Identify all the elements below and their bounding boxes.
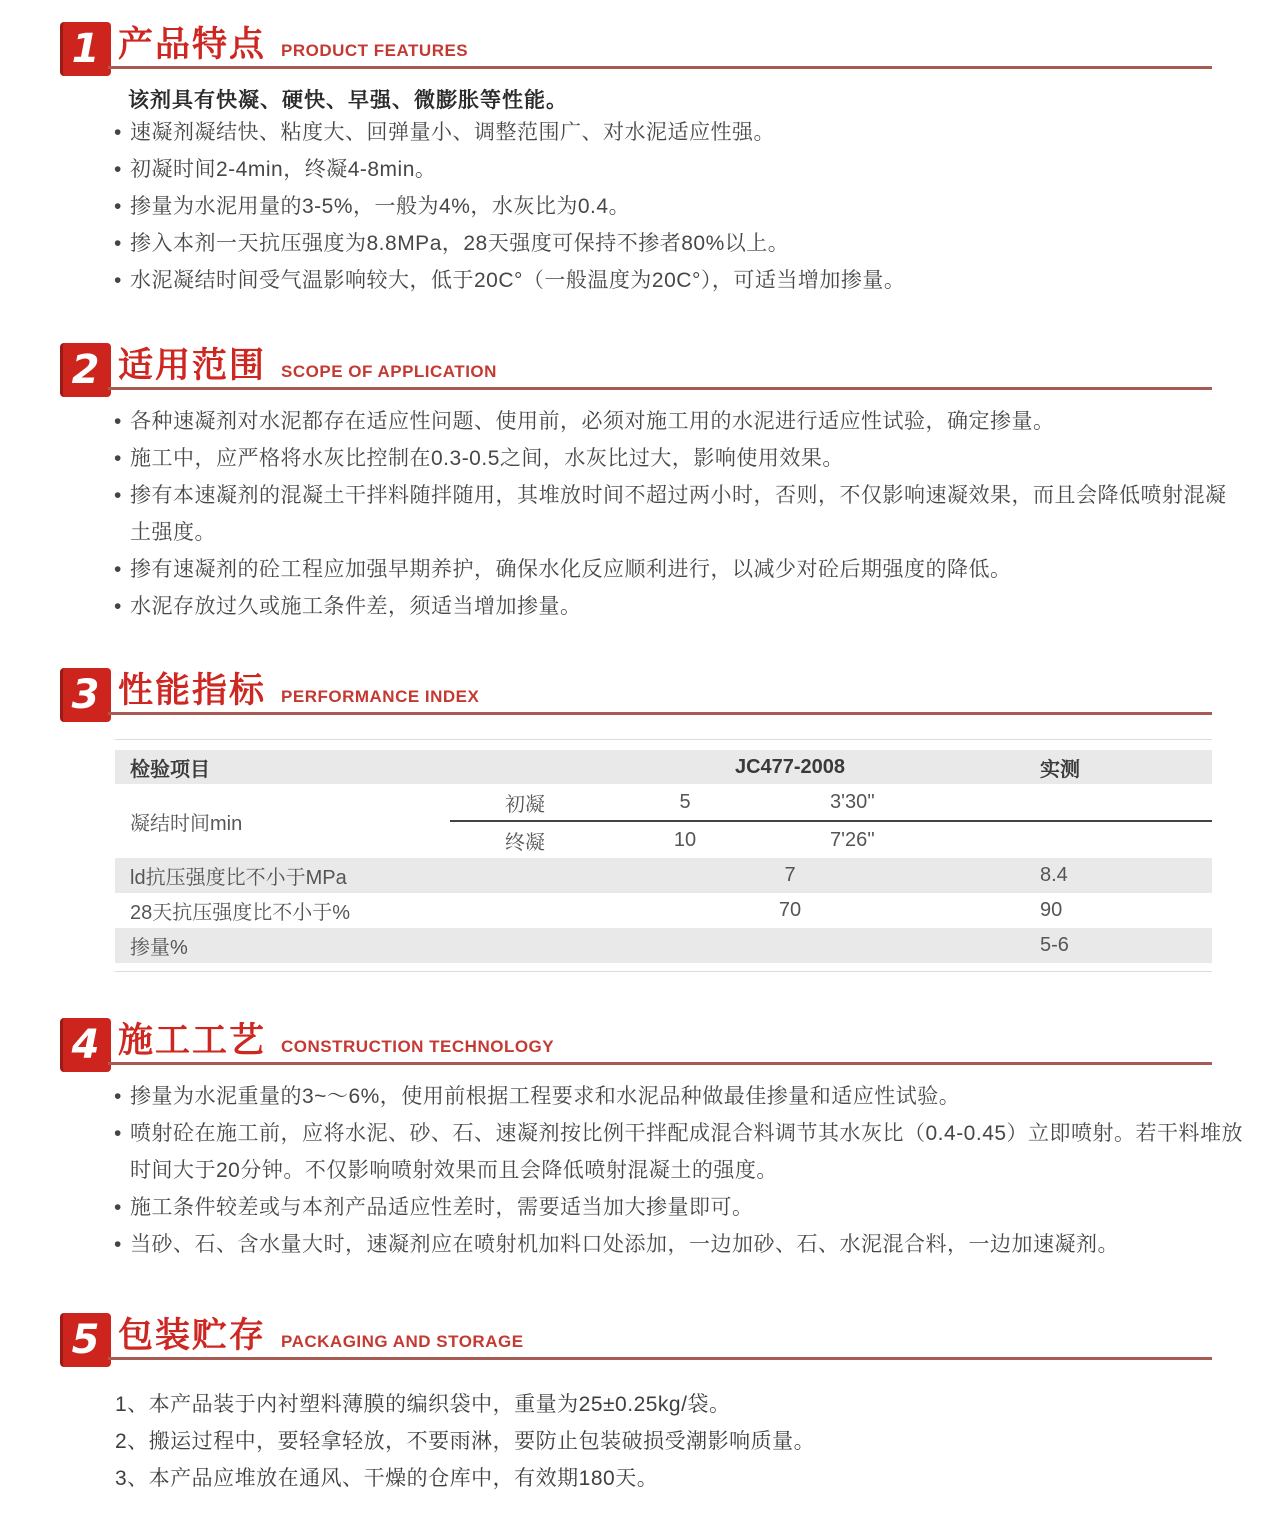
section-title-zh: 产品特点 bbox=[118, 25, 267, 64]
list-item: • 掺量为水泥用量的3-5%，一般为4%，水灰比为0.4。 bbox=[112, 188, 1247, 225]
table-row-1d-strength bbox=[115, 858, 1212, 893]
section-number: 1 bbox=[71, 26, 100, 72]
table-row-setting-time bbox=[115, 784, 1212, 858]
list-item: • 当砂、石、含水量大时，速凝剂应在喷射机加料口处添加，一边加砂、石、水泥混合料，一边加速凝剂。 bbox=[112, 1226, 1247, 1263]
section-number-badge bbox=[60, 343, 111, 397]
section-title-zh: 性能指标 bbox=[118, 671, 267, 710]
section-title-zh: 包装贮存 bbox=[118, 1316, 267, 1355]
jc-value: 7 bbox=[784, 864, 796, 886]
row-label: 28天抗压强度比不小于% bbox=[130, 902, 351, 924]
row-label: 凝结时间min bbox=[130, 812, 243, 835]
list-item: • 喷射砼在施工前，应将水泥、砂、石、速凝剂按比例干拌配成混合料调节其水灰比（0.4-0.45）立即喷射。若干料堆放时间大于20分钟。不仅影响喷射效果而且会降低喷射混凝土的强度。 bbox=[112, 1115, 1247, 1189]
list-item: 1、本产品装于内衬塑料薄膜的编织袋中，重量为25±0.25kg/袋。 bbox=[115, 1393, 731, 1416]
jc-value: 70 bbox=[778, 899, 802, 921]
section-title-en: PRODUCT FEATURES bbox=[281, 41, 469, 60]
section-header bbox=[0, 343, 1280, 401]
section-number-badge bbox=[60, 1313, 111, 1367]
list-item: • 初凝时间2-4min，终凝4-8min。 bbox=[112, 151, 1247, 188]
list-item: • 掺有本速凝剂的混凝土干拌料随拌随用，其堆放时间不超过两小时，否则，不仅影响速凝效果，而且会降低喷射混凝土强度。 bbox=[112, 477, 1247, 551]
subrow-final-set bbox=[450, 822, 1212, 858]
section-title-en: SCOPE OF APPLICATION bbox=[281, 362, 497, 381]
section-title-en: PACKAGING AND STORAGE bbox=[281, 1332, 524, 1351]
features-list bbox=[112, 114, 1247, 299]
section-header bbox=[0, 22, 1280, 80]
table-header-row bbox=[115, 750, 1212, 784]
list-item: • 水泥存放过久或施工条件差，须适当增加掺量。 bbox=[112, 588, 1247, 625]
section-title-zh: 施工工艺 bbox=[118, 1021, 267, 1060]
section-number: 4 bbox=[71, 1022, 100, 1068]
subrow-initial-set bbox=[450, 784, 1212, 822]
section-title-en: CONSTRUCTION TECHNOLOGY bbox=[281, 1037, 555, 1056]
column-header-jc477: JC477-2008 bbox=[734, 755, 846, 778]
list-item: 3、本产品应堆放在通风、干燥的仓库中，有效期180天。 bbox=[115, 1467, 659, 1490]
section-titles bbox=[118, 1018, 554, 1066]
section-number: 5 bbox=[71, 1317, 100, 1363]
measured-value: 5-6 bbox=[1040, 934, 1069, 956]
section-title-zh: 适用范围 bbox=[118, 346, 267, 385]
list-item: • 施工条件较差或与本剂产品适应性差时，需要适当加大掺量即可。 bbox=[112, 1189, 1247, 1226]
list-item: • 掺量为水泥重量的3~～6%，使用前根据工程要求和水泥品种做最佳掺量和适应性试验。 bbox=[112, 1078, 1247, 1115]
subrow-label: 初凝 bbox=[505, 793, 545, 816]
list-item: • 速凝剂凝结快、粘度大、回弹量小、调整范围广、对水泥适应性强。 bbox=[112, 114, 1247, 151]
section-titles bbox=[118, 343, 497, 391]
section-construction-technology bbox=[0, 1018, 1280, 1263]
section-number-badge bbox=[60, 22, 111, 76]
packaging-list bbox=[115, 1386, 1235, 1497]
column-header-measured: 实测 bbox=[1040, 758, 1080, 781]
construction-list bbox=[112, 1078, 1247, 1263]
section-product-features bbox=[0, 22, 1280, 299]
setting-time-subrows bbox=[450, 784, 1212, 858]
section-titles bbox=[118, 668, 479, 716]
list-item: 2、搬运过程中，要轻拿轻放，不要雨淋，要防止包装破损受潮影响质量。 bbox=[115, 1430, 816, 1453]
list-item: • 各种速凝剂对水泥都存在适应性问题、使用前，必须对施工用的水泥进行适应性试验，确定掺量。 bbox=[112, 403, 1247, 440]
measured-value: 7'26'' bbox=[830, 828, 875, 851]
list-item: • 掺入本剂一天抗压强度为8.8MPa，28天强度可保持不掺者80%以上。 bbox=[112, 225, 1247, 262]
column-header-item: 检验项目 bbox=[130, 758, 210, 781]
section-performance-index bbox=[0, 668, 1280, 972]
list-item: • 水泥凝结时间受气温影响较大，低于20C°（一般温度为20C°），可适当增加掺量。 bbox=[112, 262, 1247, 299]
section-number-badge bbox=[60, 1018, 111, 1072]
subrow-label: 终凝 bbox=[505, 831, 545, 854]
jc-value: 10 bbox=[673, 828, 697, 851]
table-row-dosage bbox=[115, 928, 1212, 963]
section-header bbox=[0, 668, 1280, 726]
features-intro: 该剂具有快凝、硬快、早强、微膨胀等性能。 bbox=[128, 89, 568, 112]
row-label: ld抗压强度比不小于MPa bbox=[130, 867, 347, 889]
measured-value: 90 bbox=[1040, 899, 1063, 921]
row-label: 掺量% bbox=[130, 937, 188, 959]
section-number-badge bbox=[60, 668, 111, 722]
performance-table bbox=[115, 739, 1212, 972]
section-number: 2 bbox=[71, 347, 100, 393]
scope-list bbox=[112, 403, 1247, 625]
table-row-28d-strength bbox=[115, 893, 1212, 928]
section-title-en: PERFORMANCE INDEX bbox=[281, 687, 480, 706]
section-packaging-storage bbox=[0, 1313, 1280, 1497]
measured-value: 8.4 bbox=[1040, 864, 1068, 886]
list-item: • 施工中，应严格将水灰比控制在0.3-0.5之间，水灰比过大，影响使用效果。 bbox=[112, 440, 1247, 477]
measured-value: 3'30'' bbox=[830, 790, 875, 813]
list-item: • 掺有速凝剂的砼工程应加强早期养护，确保水化反应顺利进行，以减少对砼后期强度的降低。 bbox=[112, 551, 1247, 588]
section-titles bbox=[118, 22, 468, 70]
section-number: 3 bbox=[71, 672, 100, 718]
section-header bbox=[0, 1018, 1280, 1076]
section-scope-of-application bbox=[0, 343, 1280, 625]
section-titles bbox=[118, 1313, 524, 1361]
jc-value: 5 bbox=[679, 790, 691, 813]
section-header bbox=[0, 1313, 1280, 1371]
